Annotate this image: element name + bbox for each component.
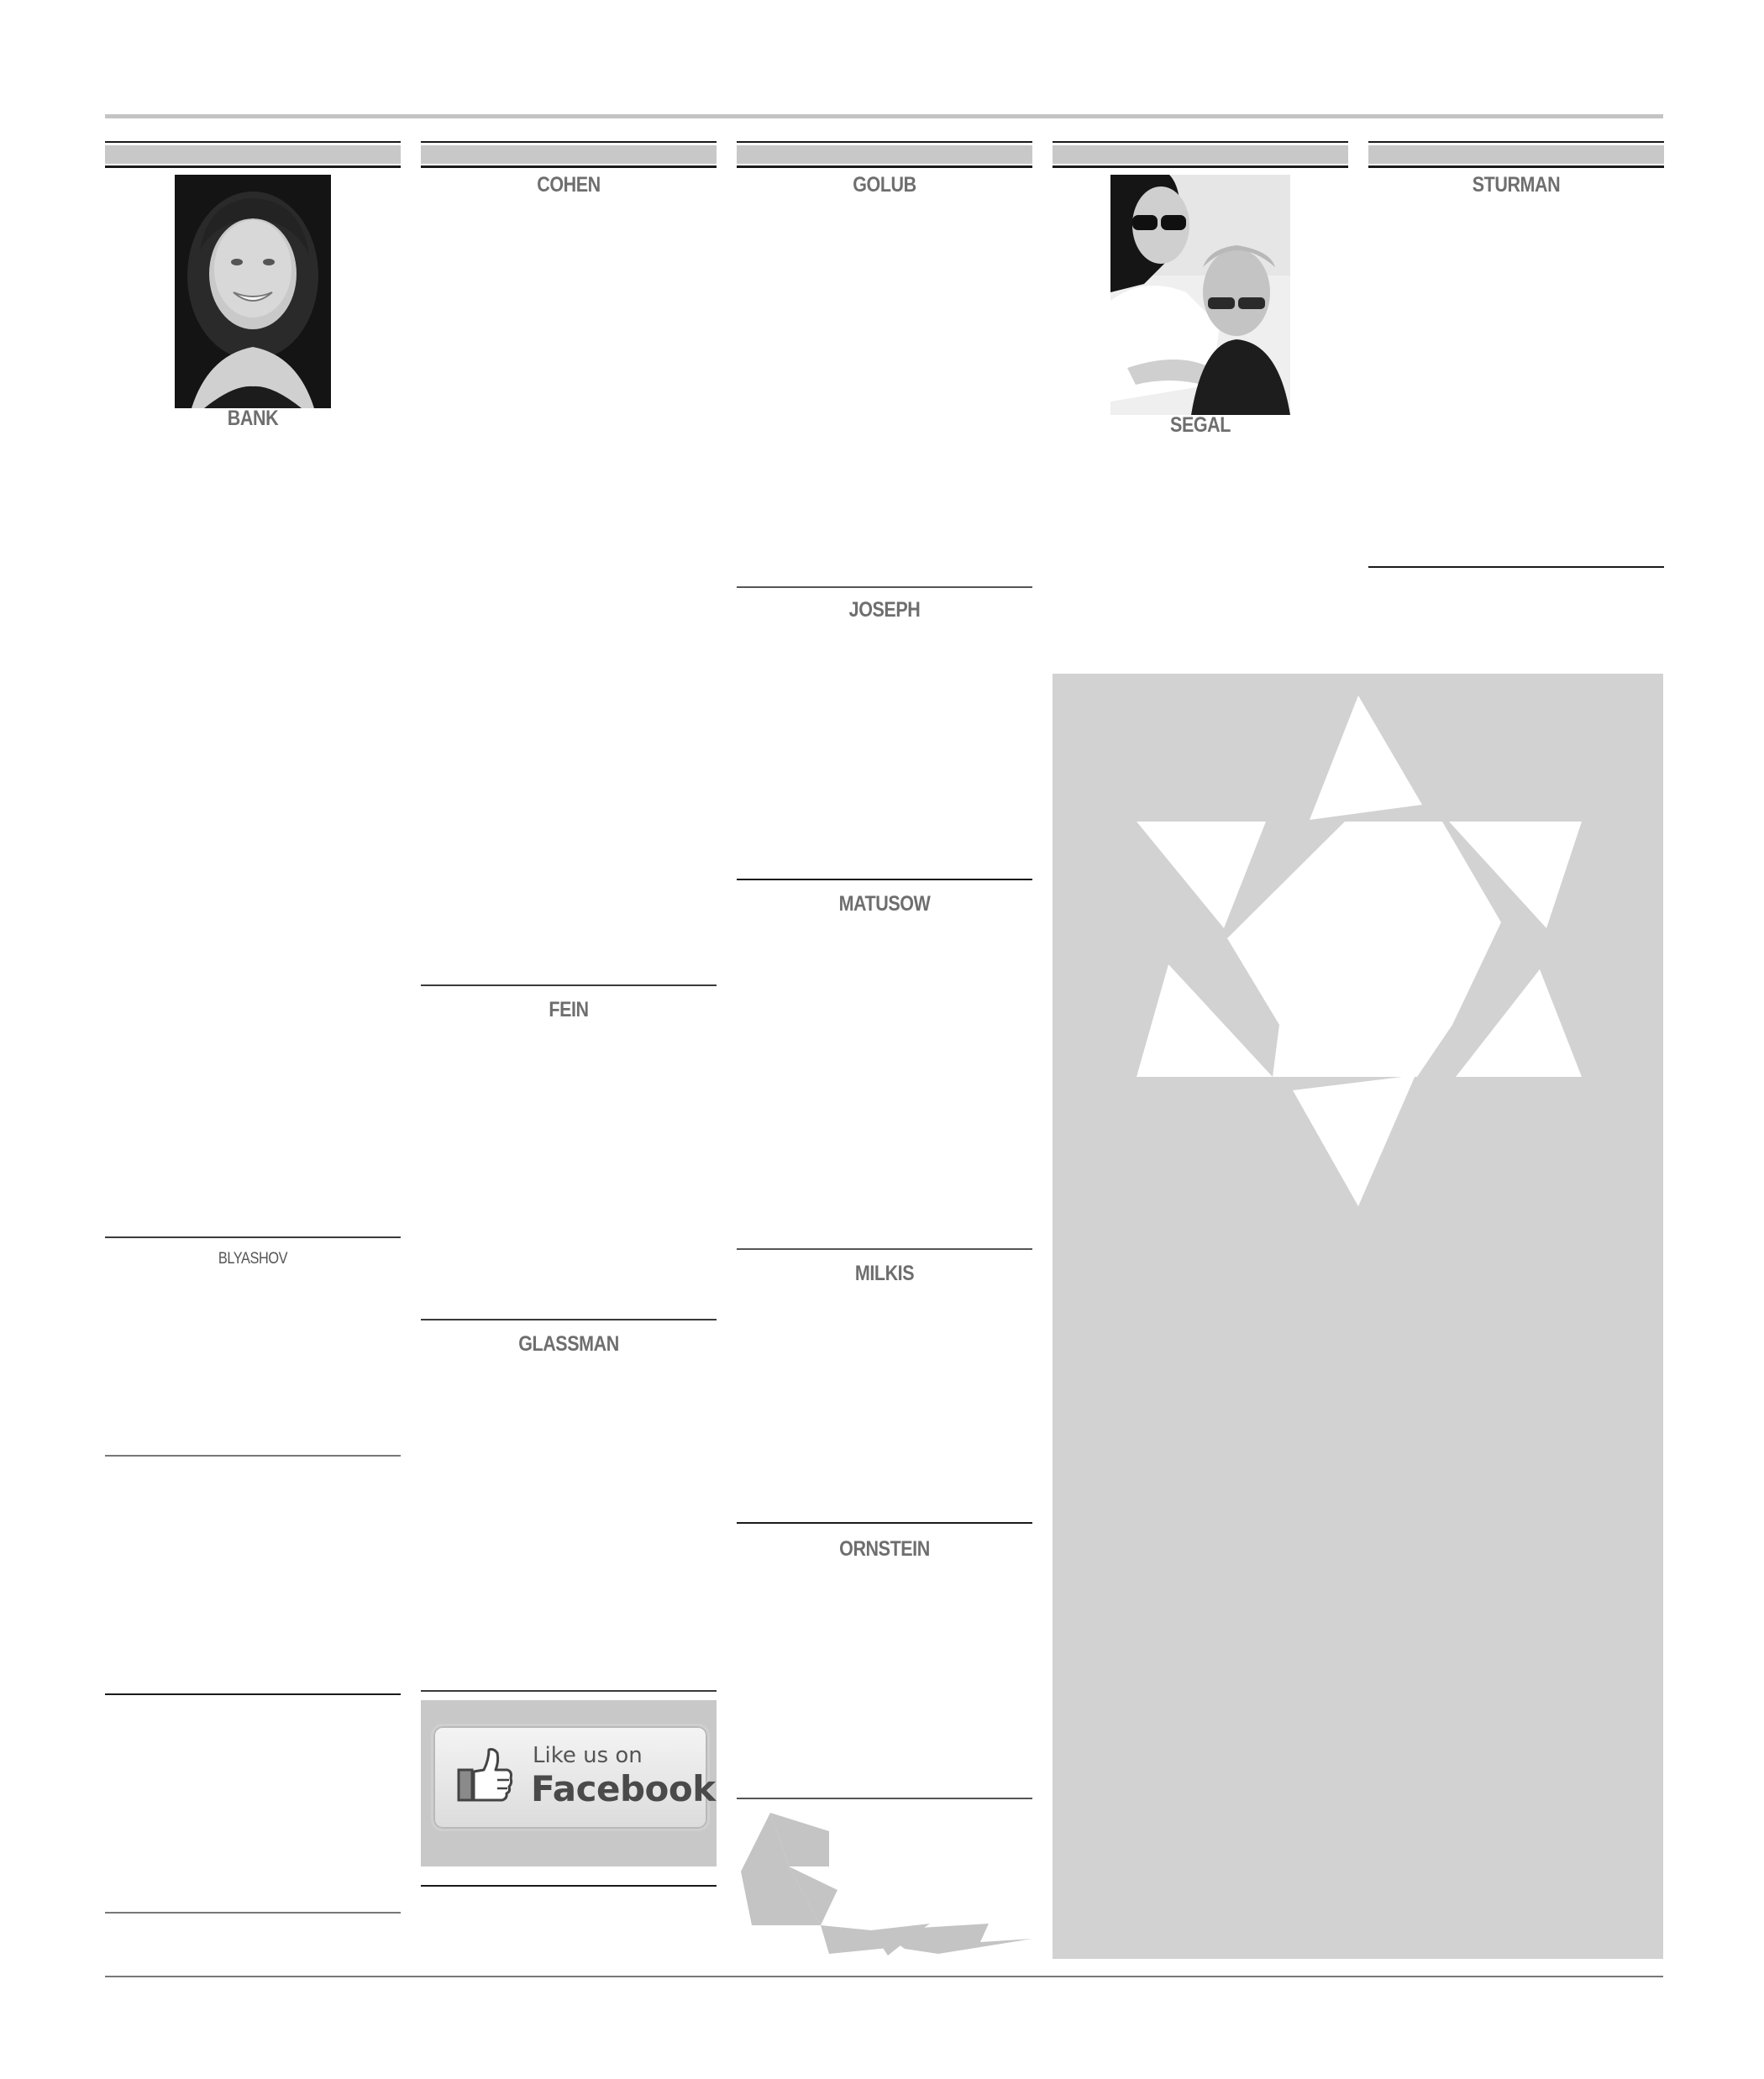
separator xyxy=(737,586,1032,588)
obituary-name-milkis: MILKIS xyxy=(854,1262,915,1285)
obituary-name-blyashov: BLYASHOV xyxy=(218,1250,288,1268)
star-of-david-fragment-graphic xyxy=(737,1806,1032,1970)
facebook-banner[interactable] xyxy=(421,1700,717,1866)
obituary-name-bank: BANK xyxy=(227,407,279,430)
separator xyxy=(737,1798,1032,1799)
column-header-1 xyxy=(105,141,401,168)
separator xyxy=(421,1319,717,1320)
separator xyxy=(737,879,1032,880)
facebook-like-big-text: Facebook xyxy=(531,1768,716,1809)
obituary-name-cohen: COHEN xyxy=(537,173,601,197)
separator xyxy=(105,1693,401,1695)
column-header-5 xyxy=(1368,141,1664,168)
obituary-name-joseph: JOSEPH xyxy=(848,598,921,622)
separator xyxy=(1368,566,1664,568)
obituary-name-golub: GOLUB xyxy=(853,173,916,197)
separator xyxy=(105,1912,401,1914)
separator xyxy=(105,1236,401,1238)
column-header-3 xyxy=(737,141,1032,168)
separator xyxy=(421,1690,717,1692)
top-rule xyxy=(105,114,1663,118)
star-of-david-panel xyxy=(1053,674,1663,1959)
obituary-name-ornstein: ORNSTEIN xyxy=(839,1537,930,1561)
bottom-rule xyxy=(105,1976,1663,1977)
separator xyxy=(105,1455,401,1457)
separator xyxy=(421,984,717,986)
obituary-name-segal: SEGAL xyxy=(1170,413,1231,437)
separator xyxy=(737,1248,1032,1250)
obituary-name-sturman: STURMAN xyxy=(1472,173,1561,197)
obituary-name-fein: FEIN xyxy=(549,998,589,1021)
segal-photo xyxy=(1110,175,1290,415)
separator xyxy=(737,1522,1032,1524)
column-header-4 xyxy=(1053,141,1348,168)
thumbs-up-icon xyxy=(455,1745,514,1809)
obituary-name-matusow: MATUSOW xyxy=(838,892,931,916)
separator xyxy=(421,1885,717,1887)
facebook-like-button[interactable] xyxy=(431,1724,716,1831)
facebook-like-small-text: Like us on xyxy=(533,1743,643,1768)
bank-photo xyxy=(175,175,331,408)
column-header-2 xyxy=(421,141,717,168)
obituary-name-glassman: GLASSMAN xyxy=(518,1332,619,1356)
